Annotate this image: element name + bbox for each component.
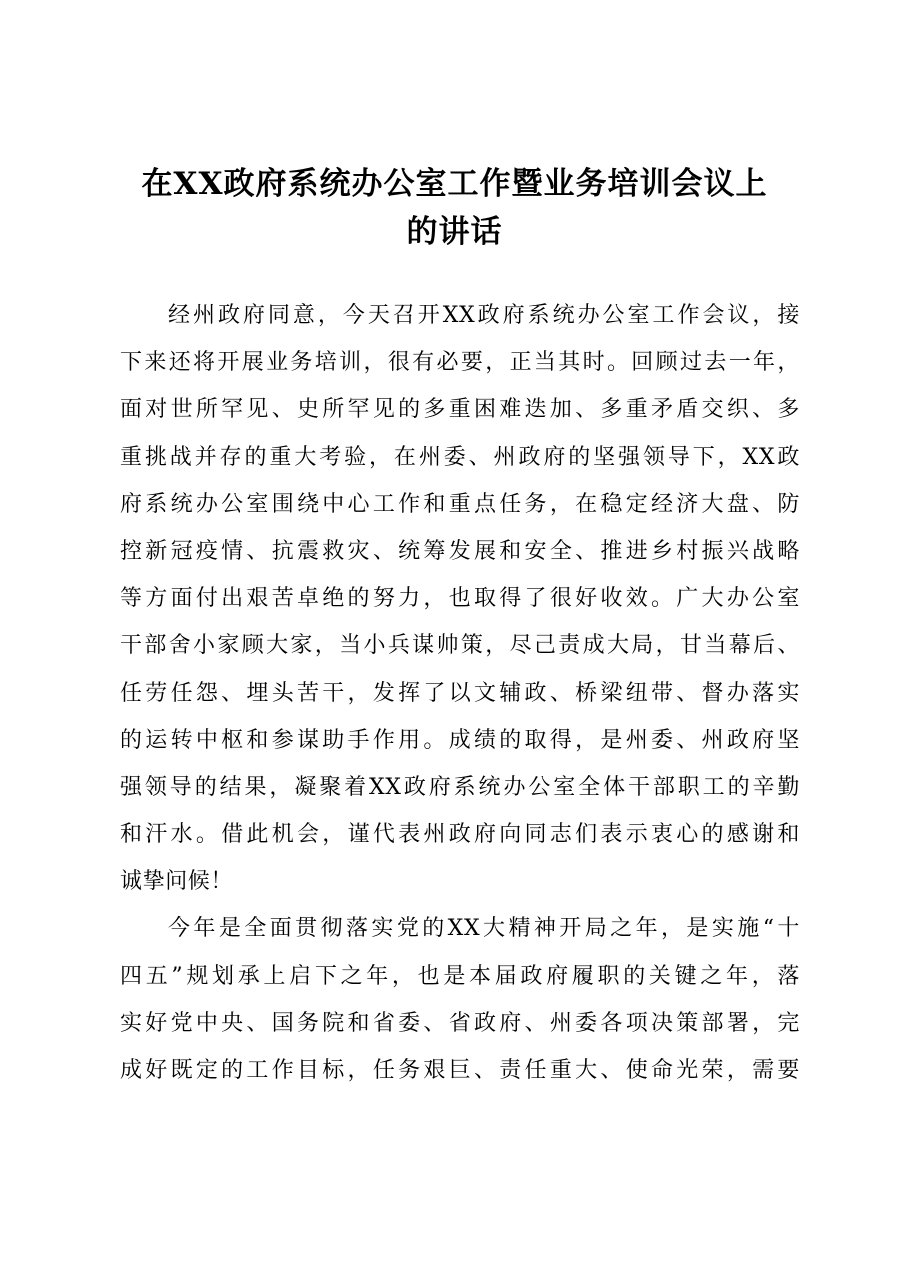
text-line: 干部舍小家顾大家，当小兵谋帅策，尽己责成大局，甘当幕后、 [120, 633, 800, 659]
text-line: 控新冠疫情、抗震救灾、统筹发展和安全、推进乡村振兴战略 [120, 538, 800, 564]
text-line: 强领导的结果，凝聚着XX政府系统办公室全体干部职工的辛勤 [120, 774, 800, 800]
text-line: 今年是全面贯彻落实党的XX大精神开局之年，是实施“十 [168, 916, 800, 942]
title-line: 的讲话 [406, 214, 503, 250]
document-title [120, 160, 789, 256]
text-line: 成好既定的工作目标，任务艰巨、责任重大、使命光荣，需要 [120, 1058, 800, 1083]
text-line: 府系统办公室围绕中心工作和重点任务，在稳定经济大盘、防 [120, 491, 800, 517]
text-line: 的运转中枢和参谋助手作用。成绩的取得，是州委、州政府坚 [120, 727, 800, 753]
text-line: 经州政府同意，今天召开XX政府系统办公室工作会议，接 [168, 303, 800, 328]
text-line: 等方面付出艰苦卓绝的努力，也取得了很好收效。广大办公室 [120, 586, 800, 612]
text-line: 四五”规划承上启下之年，也是本届政府履职的关键之年，落 [120, 963, 800, 989]
text-line: 下来还将开展业务培训，很有必要，正当其时。回顾过去一年， [120, 350, 800, 376]
text-line: 重挑战并存的重大考验，在州委、州政府的坚强领导下，XX政 [120, 444, 800, 470]
paragraph-1 [120, 292, 800, 905]
paragraph-2 [120, 905, 800, 1094]
document-body [120, 292, 800, 1094]
text-line: 任劳任怨、埋头苦干，发挥了以文辅政、桥梁纽带、督办落实 [120, 680, 800, 706]
text-line: 面对世所罕见、史所罕见的多重困难迭加、多重矛盾交织、多 [120, 397, 800, 423]
text-line: 实好党中央、国务院和省委、省政府、州委各项决策部署，完 [120, 1010, 800, 1036]
text-line: 诚挚问候！ [120, 869, 234, 895]
title-line: 在XX政府系统办公室工作暨业务培训会议上 [141, 166, 768, 202]
text-line: 和汗水。借此机会，谨代表州政府向同志们表示衷心的感谢和 [120, 822, 800, 848]
